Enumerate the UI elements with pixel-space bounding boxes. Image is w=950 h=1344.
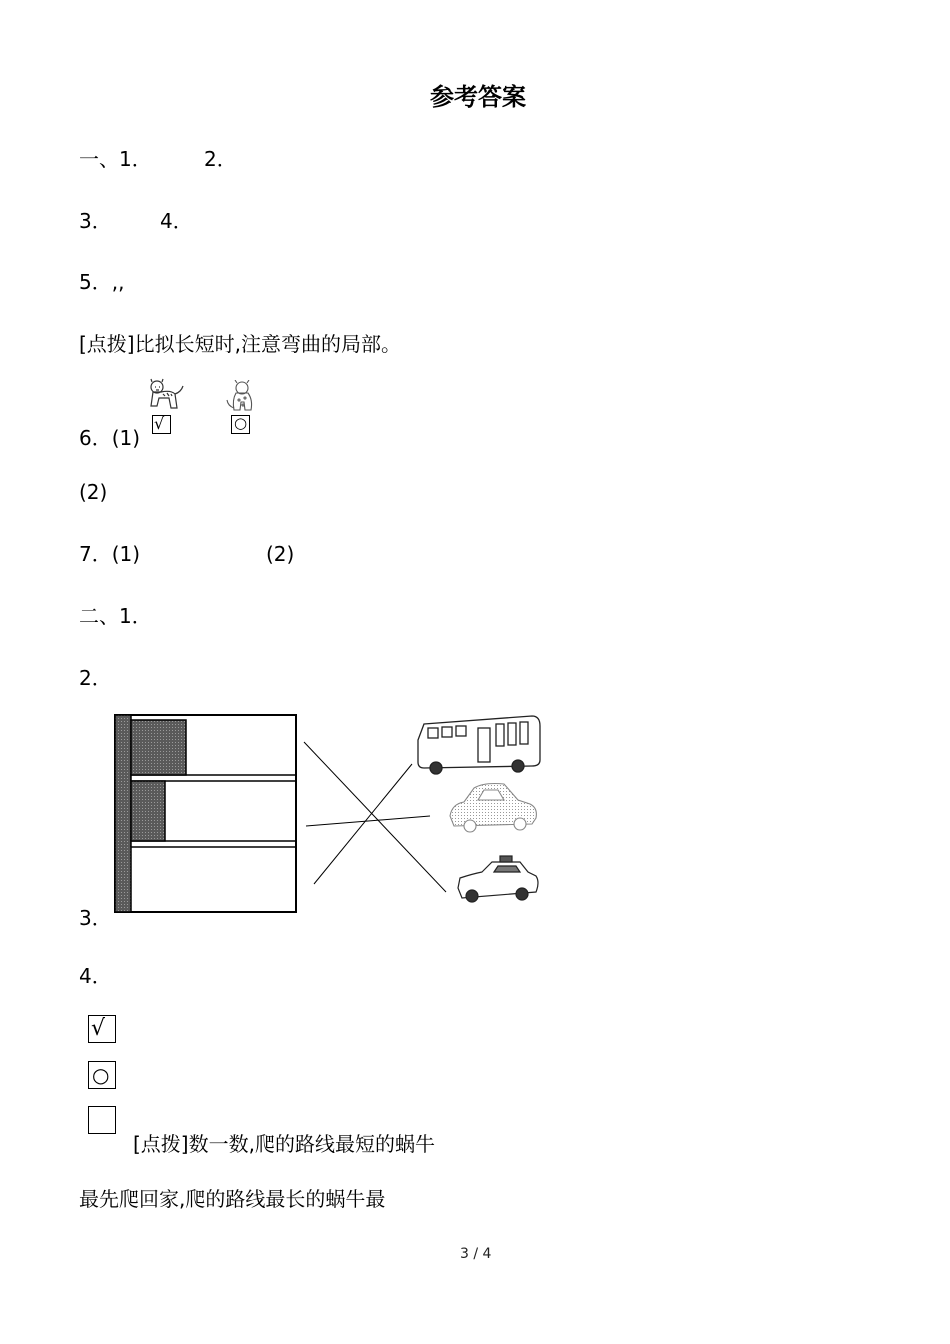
bus-image bbox=[418, 716, 540, 774]
page-title: 参考答案 bbox=[430, 83, 526, 111]
snail-circle-mark: ○ bbox=[92, 1063, 110, 1087]
answer-2-2: 2． bbox=[79, 666, 112, 690]
hint-1: [点拨]比拟长短时,注意弯曲的局部。 bbox=[79, 332, 401, 356]
shaded-block-2 bbox=[131, 781, 165, 841]
snail-box-empty bbox=[88, 1106, 116, 1134]
answer-1-7-2: (2) bbox=[266, 542, 295, 566]
check-mark: √ bbox=[154, 414, 165, 433]
snail-check-mark: √ bbox=[91, 1016, 106, 1041]
answer-1-4: 4． bbox=[160, 209, 193, 233]
matching-figure bbox=[112, 712, 544, 916]
answer-1-6-1: 6．(1) bbox=[79, 426, 141, 450]
answer-1-1: 一、1． bbox=[79, 147, 152, 171]
answer-2-1: 二、1． bbox=[79, 604, 152, 628]
circle-mark: ○ bbox=[234, 414, 248, 432]
answer-1-3: 3． bbox=[79, 209, 112, 233]
answer-1-5: 5．,, bbox=[79, 270, 125, 294]
tiger-cub-image bbox=[143, 378, 185, 414]
hint-2-line-1: [点拨]数一数,爬的路线最短的蜗牛 bbox=[133, 1132, 435, 1156]
answer-1-7-1: 7．(1) bbox=[79, 542, 141, 566]
hint-2-line-2: 最先爬回家,爬的路线最长的蜗牛最 bbox=[79, 1187, 386, 1211]
taxi-image bbox=[458, 856, 538, 902]
shaded-column bbox=[115, 715, 131, 912]
car-image bbox=[450, 784, 536, 833]
leopard-cub-image bbox=[224, 380, 260, 414]
answer-2-4: 4． bbox=[79, 964, 112, 988]
shaded-block-1 bbox=[131, 720, 186, 775]
answer-1-6-2: (2) bbox=[79, 480, 108, 504]
answer-1-2: 2． bbox=[204, 147, 237, 171]
answer-2-3: 3． bbox=[79, 906, 112, 930]
page-number: 3 / 4 bbox=[460, 1246, 492, 1262]
